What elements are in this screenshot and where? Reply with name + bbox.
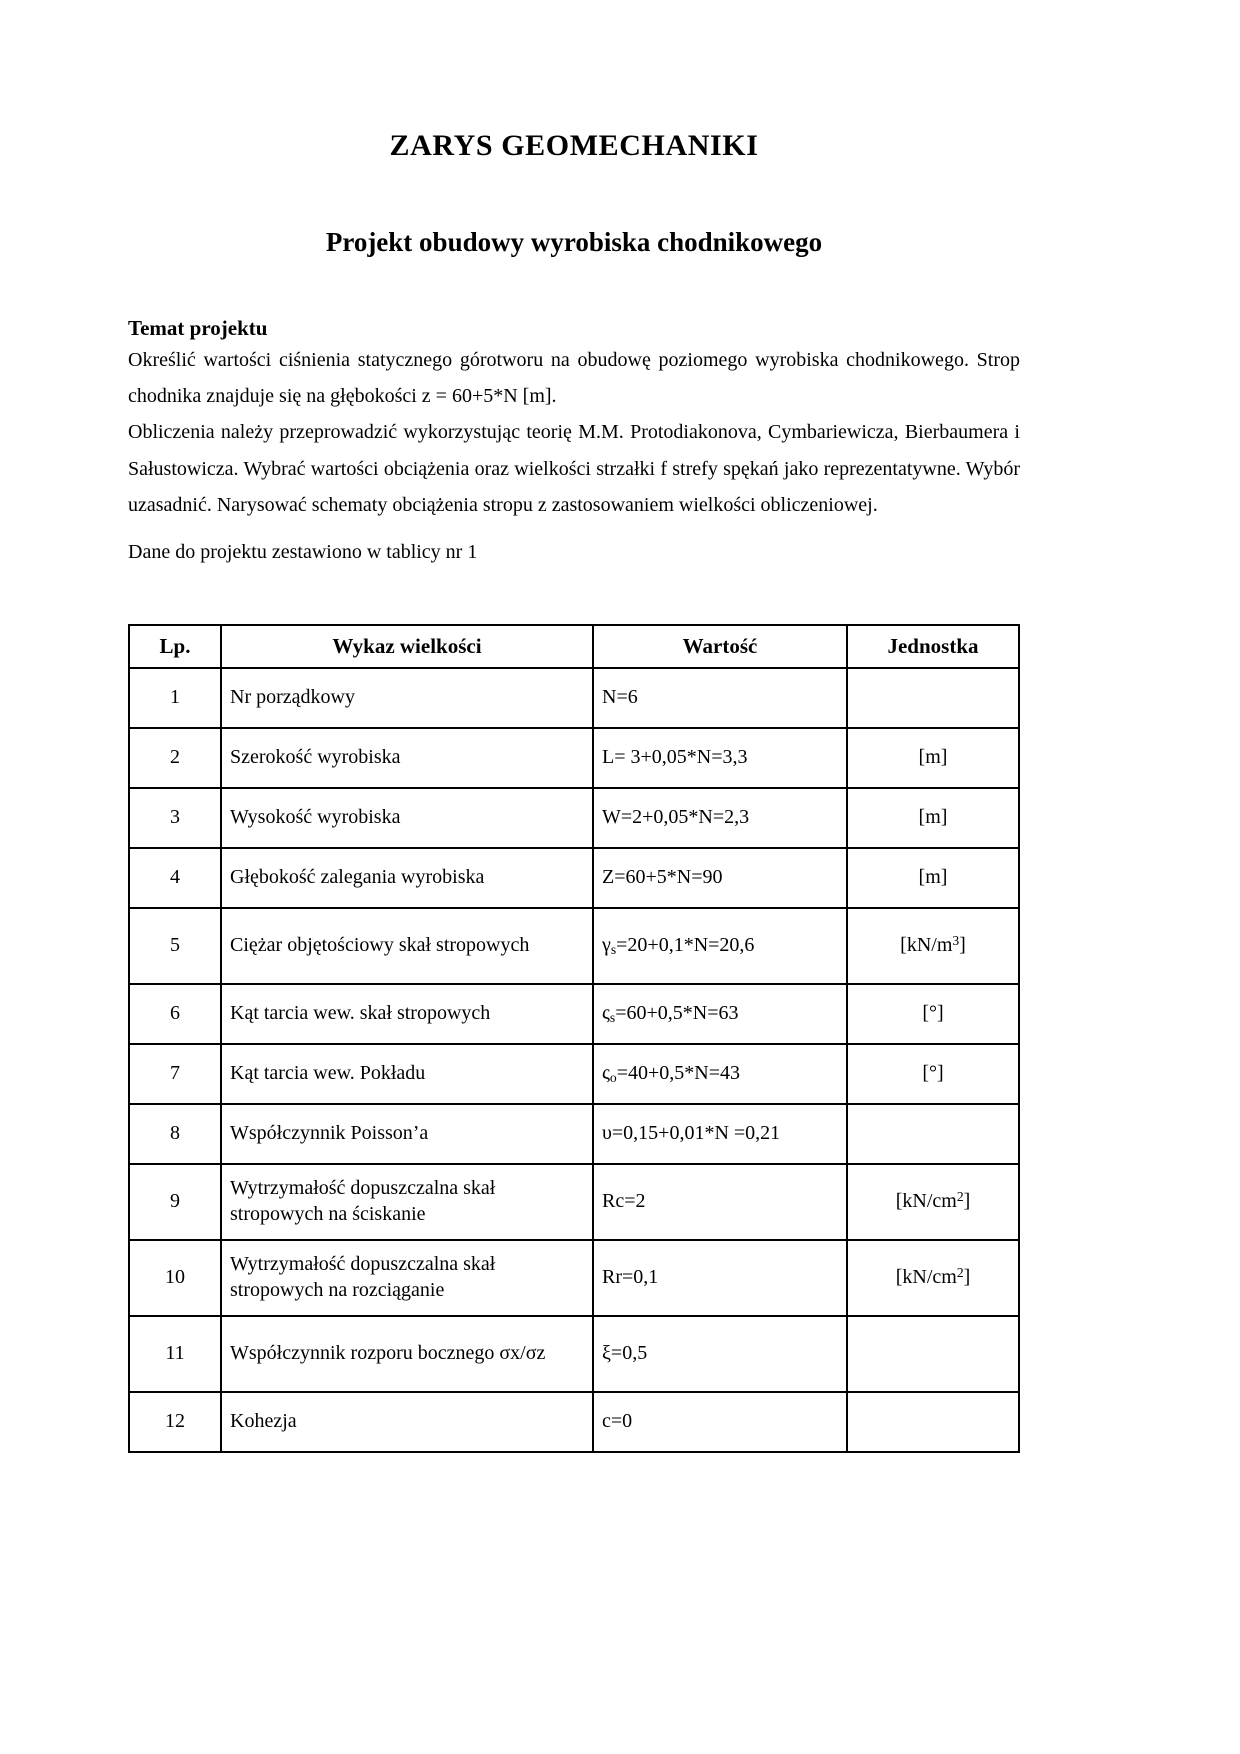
project-data-table: [128, 624, 1020, 1453]
cell-unit: [°]: [847, 984, 1019, 1044]
cell-unit: $[kN/m^3]$: [847, 908, 1019, 984]
document-subtitle: Projekt obudowy wyrobiska chodnikowego: [325, 227, 823, 257]
section-heading-temat-projektu: Temat projektu: [128, 316, 268, 341]
cell-lp: 7: [129, 1044, 221, 1104]
column-header-lp: Lp.: [129, 625, 221, 668]
table-row: [129, 1240, 1019, 1316]
cell-value: ξ=0,5: [593, 1316, 847, 1392]
cell-lp: 1: [129, 668, 221, 728]
cell-lp: 2: [129, 728, 221, 788]
cell-quantity-name: Wytrzymałość dopuszczalna skał stropowych na rozciąganie: [221, 1240, 593, 1316]
cell-quantity-name: Wysokość wyrobiska: [221, 788, 593, 848]
cell-quantity-name: Kohezja: [221, 1392, 593, 1452]
table-row: [129, 848, 1019, 908]
cell-unit: [847, 1316, 1019, 1392]
table-row: [129, 1316, 1019, 1392]
table-row: [129, 1104, 1019, 1164]
cell-value: L= 3+0,05*N=3,3: [593, 728, 847, 788]
cell-value: υ=0,15+0,01*N =0,21: [593, 1104, 847, 1164]
cell-quantity-name: Nr porządkowy: [221, 668, 593, 728]
cell-lp: 11: [129, 1316, 221, 1392]
cell-value: Z=60+5*N=90: [593, 848, 847, 908]
table-row: [129, 668, 1019, 728]
cell-quantity-name: Współczynnik Poisson’a: [221, 1104, 593, 1164]
cell-quantity-name: Szerokość wyrobiska: [221, 728, 593, 788]
cell-value: $\varsigma_s=60+0,5*N=63$: [593, 984, 847, 1044]
cell-quantity-name: Głębokość zalegania wyrobiska: [221, 848, 593, 908]
cell-lp: 8: [129, 1104, 221, 1164]
table-row: [129, 1044, 1019, 1104]
cell-quantity-name: Wytrzymałość dopuszczalna skał stropowych na ściskanie: [221, 1164, 593, 1240]
cell-lp: 4: [129, 848, 221, 908]
cell-value: $\gamma_s=20+0,1*N=20,6$: [593, 908, 847, 984]
cell-value: Rc=2: [593, 1164, 847, 1240]
paragraph-table-reference: Dane do projektu zestawiono w tablicy nr 1: [128, 540, 478, 563]
cell-unit: $[kN/cm^2]$: [847, 1164, 1019, 1240]
cell-lp: 10: [129, 1240, 221, 1316]
table-row: [129, 788, 1019, 848]
cell-unit: [847, 668, 1019, 728]
paragraph-task-description: Określić wartości ciśnienia statycznego górotworu na obudowę poziomego wyrobiska chodnikowego. Strop chodnika znajduje się na głębokości z = 60+5*N [m].: [128, 348, 1020, 407]
cell-quantity-name: Kąt tarcia wew. Pokładu: [221, 1044, 593, 1104]
document-title: ZARYS GEOMECHANIKI: [389, 129, 759, 162]
cell-value: Rr=0,1: [593, 1240, 847, 1316]
cell-quantity-name: Współczynnik rozporu bocznego σx/σz: [221, 1316, 593, 1392]
table-row: [129, 728, 1019, 788]
column-header-name: Wykaz wielkości: [221, 625, 593, 668]
cell-unit: [847, 1104, 1019, 1164]
cell-value: N=6: [593, 668, 847, 728]
column-header-value: Wartość: [593, 625, 847, 668]
table-row: [129, 1164, 1019, 1240]
cell-lp: 12: [129, 1392, 221, 1452]
cell-unit: $[kN/cm^2]$: [847, 1240, 1019, 1316]
cell-unit: [m]: [847, 788, 1019, 848]
cell-lp: 5: [129, 908, 221, 984]
table-header-row: [129, 625, 1019, 668]
cell-unit: [m]: [847, 728, 1019, 788]
paragraph-calculation-methods: Obliczenia należy przeprowadzić wykorzystując teorię M.M. Protodiakonova, Cymbariewicza, Bierbaumera i Sałustowicza. Wybrać wartości obciążenia oraz wielkości strzałki f strefy spękań jako reprezentatywne. Wybór uzasadnić. Narysować schematy obciążenia stropu z zastosowaniem wielkości obliczeniowej.: [128, 421, 1020, 517]
cell-unit: [847, 1392, 1019, 1452]
cell-value: $\varsigma_o=40+0,5*N=43$: [593, 1044, 847, 1104]
cell-unit: [°]: [847, 1044, 1019, 1104]
table-row: [129, 1392, 1019, 1452]
cell-quantity-name: Ciężar objętościowy skał stropowych: [221, 908, 593, 984]
cell-lp: 6: [129, 984, 221, 1044]
column-header-unit: Jednostka: [847, 625, 1019, 668]
cell-value: W=2+0,05*N=2,3: [593, 788, 847, 848]
cell-lp: 3: [129, 788, 221, 848]
table-row: [129, 984, 1019, 1044]
cell-lp: 9: [129, 1164, 221, 1240]
table-row: [129, 908, 1019, 984]
cell-quantity-name: Kąt tarcia wew. skał stropowych: [221, 984, 593, 1044]
cell-unit: [m]: [847, 848, 1019, 908]
cell-value: c=0: [593, 1392, 847, 1452]
table-body: [129, 668, 1019, 1452]
document-content: [128, 0, 1020, 1453]
